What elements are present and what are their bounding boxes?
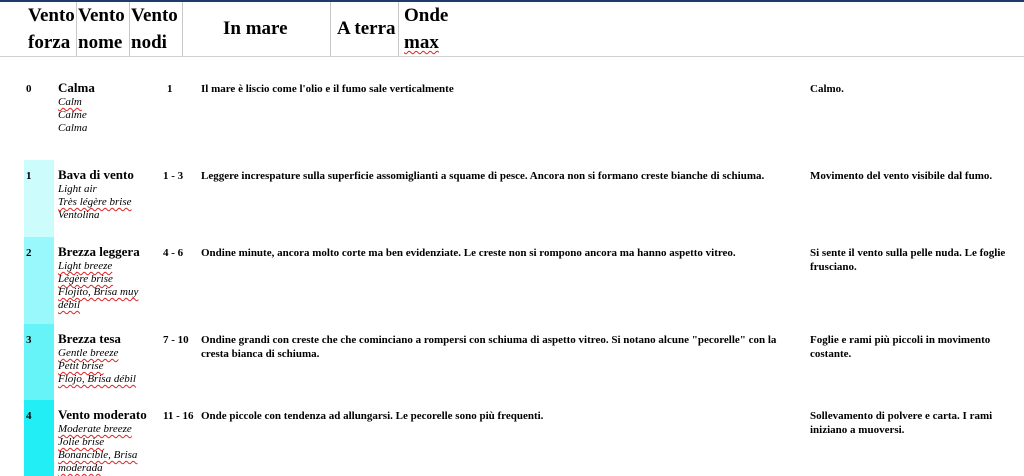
header-vento-nodi: Vento nodi — [131, 5, 178, 53]
header-onde-max: Onde max — [404, 5, 449, 53]
header-divider — [398, 2, 399, 56]
wind-name-cell — [58, 79, 158, 135]
header-in-mare: In mare — [223, 18, 288, 39]
knots-range: 4 - 6 — [163, 247, 184, 259]
table-row — [0, 400, 1024, 476]
wind-name-spanish: Ventolina — [58, 209, 100, 221]
knots-range: 1 - 3 — [163, 170, 184, 182]
header-divider — [129, 2, 130, 56]
wind-name-french: Jolie brise — [58, 436, 105, 448]
force-number: 0 — [26, 83, 32, 95]
wind-name-french: Légère brise — [58, 273, 113, 285]
land-description: Foglie e rami più piccoli in movimento costante. — [810, 334, 991, 360]
knots-range: 1 — [167, 83, 173, 95]
header-divider — [330, 2, 331, 56]
land-description: Si sente il vento sulla pelle nuda. Le foglie frusciano. — [810, 247, 1006, 273]
table-row — [0, 237, 1024, 324]
wind-name: Bava di vento — [58, 167, 134, 182]
wind-name-english: Moderate breeze — [58, 423, 132, 435]
header-divider — [76, 2, 77, 56]
header-bottom-border — [0, 56, 1024, 57]
wind-name-cell — [58, 406, 158, 475]
knots-range: 11 - 16 — [163, 410, 194, 422]
wind-name-english: Calm — [58, 96, 82, 108]
header-a-terra: A terra — [337, 18, 396, 39]
land-description: Calmo. — [810, 83, 844, 95]
sea-description: Onde piccole con tendenza ad allungarsi. Le pecorelle sono più frequenti. — [201, 410, 544, 422]
force-number: 3 — [26, 334, 32, 346]
table-row — [0, 160, 1024, 237]
wind-name-spanish: Flojito, Brisa muy débil — [58, 286, 139, 311]
header-vento-nome: Vento nome — [78, 5, 125, 53]
table-row — [0, 73, 1024, 160]
knots-range: 7 - 10 — [163, 334, 189, 346]
wind-name-english: Light air — [58, 183, 97, 195]
force-number: 4 — [26, 410, 32, 422]
wind-name-spanish: Calma — [58, 122, 88, 134]
force-number: 1 — [26, 170, 32, 182]
wind-name-cell — [58, 243, 158, 312]
sea-description: Leggere increspature sulla superficie assomiglianti a squame di pesce. Ancora non si formano creste bianche di schiuma. — [201, 170, 765, 182]
wind-name-cell — [58, 330, 158, 386]
wind-name-french: Calme — [58, 109, 87, 121]
land-description: Movimento del vento visibile dal fumo. — [810, 170, 993, 182]
wind-name: Brezza leggera — [58, 244, 140, 259]
wind-name-english: Gentle breeze — [58, 347, 119, 359]
wind-name: Vento moderato — [58, 407, 147, 422]
sea-description: Ondine grandi con creste che che cominciano a rompersi con schiuma di aspetto vitreo. Si notano alcune "pecorelle" con la cresta bianca di schiuma. — [201, 334, 777, 360]
force-number: 2 — [26, 247, 32, 259]
wind-name-english: Light breeze — [58, 260, 113, 272]
land-description: Sollevamento di polvere e carta. I rami iniziano a muoversi. — [810, 410, 993, 436]
wind-name-french: Très légère brise — [58, 196, 132, 208]
wind-name-spanish: Bonancible, Brisa moderada — [58, 449, 138, 474]
wind-name: Brezza tesa — [58, 331, 121, 346]
wind-name-cell — [58, 166, 158, 222]
header-vento-forza: Vento forza — [28, 5, 75, 53]
header-divider — [182, 2, 183, 56]
table-row — [0, 324, 1024, 400]
wind-name: Calma — [58, 80, 95, 95]
wind-name-spanish: Flojo, Brisa débil — [58, 373, 136, 385]
wind-name-french: Petit brise — [58, 360, 104, 372]
sea-description: Il mare è liscio come l'olio e il fumo sale verticalmente — [201, 83, 454, 95]
sea-description: Ondine minute, ancora molto corte ma ben evidenziate. Le creste non si rompono ancora ma hanno aspetto vitreo. — [201, 247, 736, 259]
